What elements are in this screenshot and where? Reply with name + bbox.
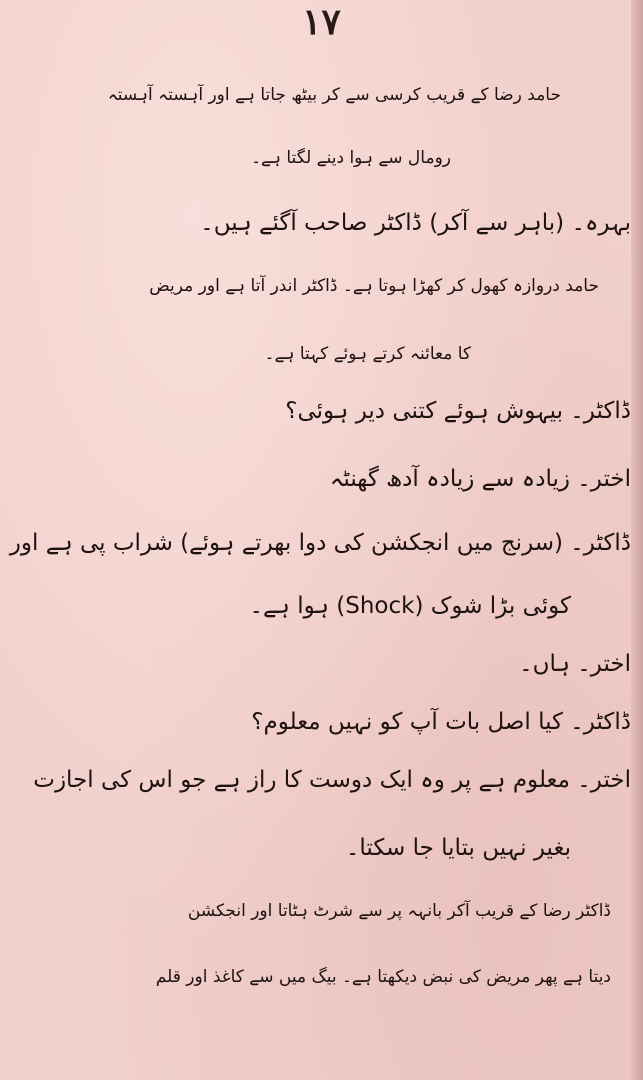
dialogue-line-akhtar-1: اختر۔ زیادہ سے زیادہ آدھ گھنٹہ: [329, 466, 631, 492]
dialogue-line-akhtar-3-cont: بغیر نہیں بتایا جا سکتا۔: [345, 835, 571, 861]
page-number: ۱۷: [302, 1, 341, 43]
dialogue-line-akhtar-2: اختر۔ ہاں۔: [519, 651, 631, 677]
stage-direction-line-5: ڈاکٹر رضا کے قریب آکر بانہہ پر سے شرٹ ہٹاتا اور انجکشن: [187, 901, 611, 921]
dialogue-line-akhtar-3: اختر۔ معلوم ہے پر وہ ایک دوست کا راز ہے جو اس کی اجازت: [33, 767, 631, 793]
stage-direction-line-2: رومال سے ہوا دینے لگتا ہے۔: [251, 148, 451, 168]
dialogue-line-doctor-2: ڈاکٹر۔ (سرنج میں انجکشن کی دوا بھرتے ہوئے) شراب پی ہے اور: [9, 530, 631, 556]
stage-direction-line-1: حامد رضا کے قریب کرسی سے کر بیٹھ جاتا ہے اور آہستہ آہستہ: [107, 85, 561, 105]
page-spine-edge: [631, 0, 643, 1080]
dialogue-line-behra: بہرہ۔ (باہر سے آکر) ڈاکٹر صاحب آگئے ہیں۔: [200, 210, 631, 236]
stage-direction-line-3: حامد دروازہ کھول کر کھڑا ہوتا ہے۔ ڈاکٹر اندر آتا ہے اور مریض: [149, 276, 599, 296]
dialogue-line-doctor-3: ڈاکٹر۔ کیا اصل بات آپ کو نہیں معلوم؟: [251, 709, 631, 735]
stage-direction-line-6: دیتا ہے پھر مریض کی نبض دیکھتا ہے۔ بیگ میں سے کاغذ اور قلم: [155, 967, 611, 987]
dialogue-line-doctor-2-cont: کوئی بڑا شوک (Shock) ہوا ہے۔: [249, 593, 571, 619]
dialogue-line-doctor-1: ڈاکٹر۔ بیہوش ہوئے کتنی دیر ہوئی؟: [285, 398, 631, 424]
stage-direction-line-4: کا معائنہ کرتے ہوئے کہتا ہے۔: [264, 344, 471, 364]
